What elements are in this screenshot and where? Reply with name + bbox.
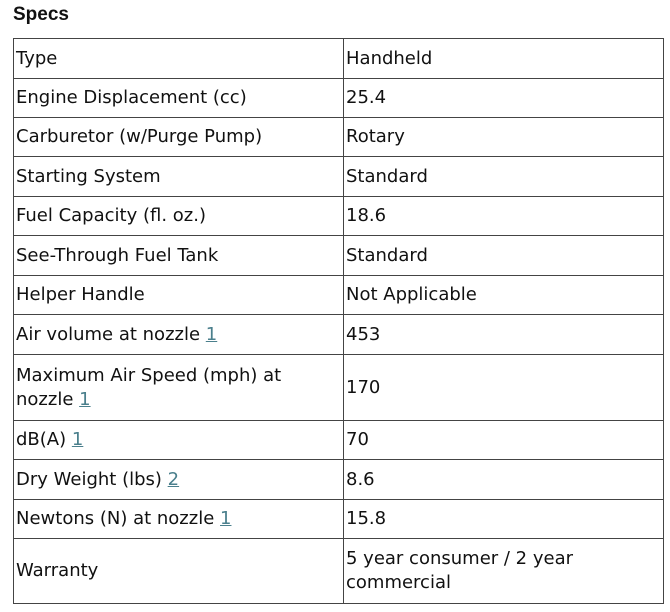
page-title: Specs xyxy=(13,4,69,25)
footnote-link[interactable]: 2 xyxy=(167,468,180,490)
spec-value: 453 xyxy=(344,315,664,355)
spec-value: Rotary xyxy=(344,118,664,157)
spec-label-text: Warranty xyxy=(16,560,99,581)
table-row xyxy=(14,539,664,604)
table-row xyxy=(14,79,664,118)
spec-label-text: dB(A) xyxy=(16,429,67,450)
spec-label-text: Starting System xyxy=(16,165,161,187)
spec-label-text: Helper Handle xyxy=(16,284,145,305)
spec-label xyxy=(14,79,344,118)
spec-value: 25.4 xyxy=(344,79,664,118)
spec-value: 18.6 xyxy=(344,197,664,236)
spec-value: Standard xyxy=(344,157,664,197)
spec-label-text: Air volume at nozzle xyxy=(16,323,201,345)
spec-label xyxy=(14,157,344,197)
spec-value: Handheld xyxy=(344,39,664,79)
spec-label-text: See-Through Fuel Tank xyxy=(16,244,219,266)
spec-label xyxy=(14,421,344,460)
footnote-link[interactable]: 1 xyxy=(79,388,91,410)
spec-label xyxy=(14,539,344,604)
table-row xyxy=(14,315,664,355)
spec-label-text: Carburetor (w/Purge Pump) xyxy=(16,126,263,147)
table-row xyxy=(14,39,664,79)
spec-label-text: Fuel Capacity (fl. oz.) xyxy=(16,205,206,226)
spec-label xyxy=(14,315,344,355)
spec-label xyxy=(14,118,344,157)
spec-label-text: Engine Displacement (cc) xyxy=(16,87,247,108)
spec-label xyxy=(14,236,344,276)
spec-label-text: Type xyxy=(16,47,58,69)
spec-value: 15.8 xyxy=(344,500,664,539)
specs-table xyxy=(13,38,664,604)
spec-label-text: Newtons (N) at nozzle xyxy=(16,508,215,529)
table-row xyxy=(14,500,664,539)
table-row xyxy=(14,421,664,460)
spec-value: Standard xyxy=(344,236,664,276)
spec-value: Not Applicable xyxy=(344,276,664,315)
footnote-link[interactable]: 1 xyxy=(220,508,232,529)
spec-value: 8.6 xyxy=(344,460,664,500)
table-row xyxy=(14,197,664,236)
table-row xyxy=(14,276,664,315)
table-row xyxy=(14,118,664,157)
table-row xyxy=(14,236,664,276)
spec-label xyxy=(14,460,344,500)
table-row xyxy=(14,157,664,197)
spec-value: 5 year consumer / 2 year commercial xyxy=(344,539,664,604)
footnote-link[interactable]: 1 xyxy=(71,429,84,450)
table-row xyxy=(14,355,664,421)
footnote-link[interactable]: 1 xyxy=(205,323,218,345)
spec-label xyxy=(14,355,344,421)
spec-label xyxy=(14,39,344,79)
spec-label-text: Dry Weight (lbs) xyxy=(16,468,162,490)
spec-label-text: Maximum Air Speed (mph) at nozzle xyxy=(16,364,282,410)
spec-value: 70 xyxy=(344,421,664,460)
spec-label xyxy=(14,197,344,236)
spec-label xyxy=(14,276,344,315)
spec-value: 170 xyxy=(344,355,664,421)
table-row xyxy=(14,460,664,500)
spec-label xyxy=(14,500,344,539)
